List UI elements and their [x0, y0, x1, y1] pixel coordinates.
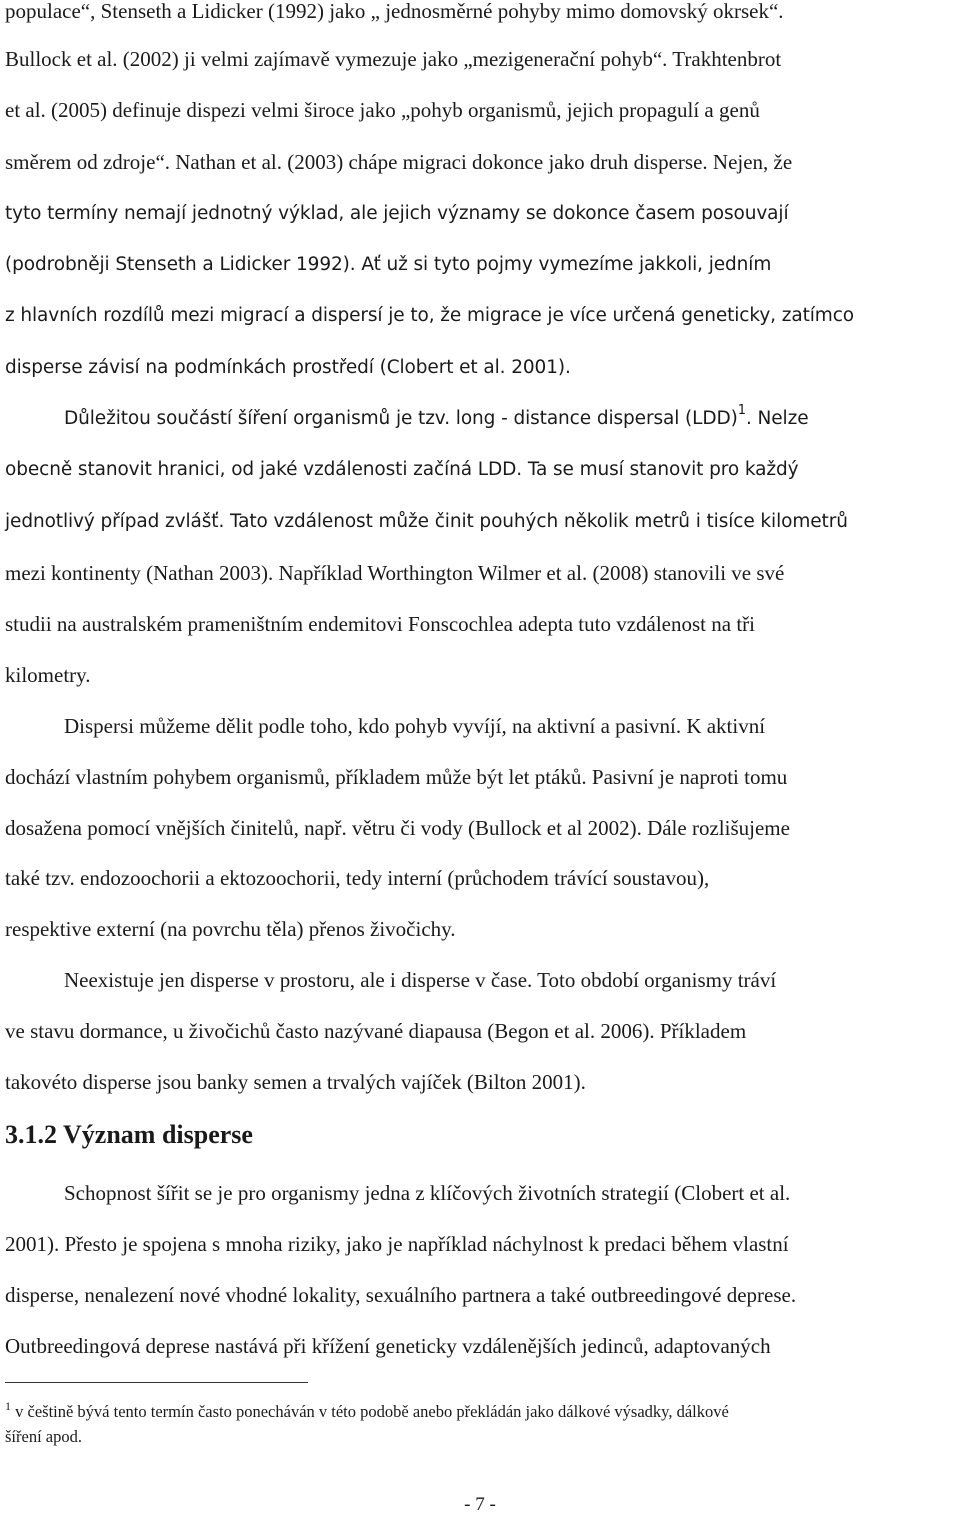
body-line: populace“, Stenseth a Lidicker (1992) jako „ jednosměrné pohyby mimo domovský okrsek“.	[5, 0, 784, 23]
footnote-divider	[5, 1382, 308, 1383]
body-line: kilometry.	[5, 663, 91, 687]
body-line-text: Důležitou součástí šíření organismů je tzv. long - distance dispersal (LDD)	[64, 408, 738, 429]
body-line: Bullock et al. (2002) ji velmi zajímavě vymezuje jako „mezigenerační pohyb“. Trakhtenbrot	[5, 47, 782, 71]
body-line: směrem od zdroje“. Nathan et al. (2003) chápe migraci dokonce jako druh disperse. Nejen, že	[5, 150, 793, 174]
body-line: jednotlivý případ zvlášť. Tato vzdálenost může činit pouhých několik metrů i tisíce kilometrů	[5, 511, 848, 532]
body-line: z hlavních rozdílů mezi migrací a dispersí je to, že migrace je více určená geneticky, zatímco	[5, 305, 854, 326]
body-line: ve stavu dormance, u živočichů často nazývané diapausa (Begon et al. 2006). Příkladem	[5, 1019, 747, 1043]
body-line: Dispersi můžeme dělit podle toho, kdo pohyb vyvíjí, na aktivní a pasivní. K aktivní	[64, 714, 766, 738]
body-line: dochází vlastním pohybem organismů, příkladem může být let ptáků. Pasivní je naproti tomu	[5, 765, 788, 789]
footnote-text: v češtině bývá tento termín často ponecháván v této podobě anebo překládán jako dálkové výsadky, dálkové	[11, 1402, 729, 1421]
body-line: disperse závisí na podmínkách prostředí (Clobert et al. 2001).	[5, 357, 571, 378]
footnote-reference: 1	[737, 403, 746, 418]
section-line: 2001). Přesto je spojena s mnoha riziky, jako je například náchylnost k predaci během vlastní	[5, 1232, 789, 1256]
body-line: tyto termíny nemají jednotný výklad, ale jejich významy se dokonce časem posouvají	[5, 203, 789, 224]
section-heading: 3.1.2 Význam disperse	[5, 1120, 253, 1149]
footnote-line: šíření apod.	[5, 1427, 82, 1446]
section-line: Schopnost šířit se je pro organismy jedna z klíčových životních strategií (Clobert et al.	[64, 1181, 791, 1205]
body-line: (podrobněji Stenseth a Lidicker 1992). Ať už si tyto pojmy vymezíme jakkoli, jedním	[5, 254, 772, 275]
body-line: obecně stanovit hranici, od jaké vzdálenosti začíná LDD. Ta se musí stanovit pro každý	[5, 459, 799, 480]
body-line: takovéto disperse jsou banky semen a trvalých vajíček (Bilton 2001).	[5, 1070, 586, 1094]
body-line: dosažena pomocí vnějších činitelů, např. větru či vody (Bullock et al 2002). Dále rozlišujeme	[5, 816, 790, 840]
body-line: studii na australském prameništním endemitovi Fonscochlea adepta tuto vzdálenost na tři	[5, 612, 755, 636]
body-line: mezi kontinenty (Nathan 2003). Například Worthington Wilmer et al. (2008) stanovili ve své	[5, 561, 785, 585]
footnote-marker: 1	[5, 1399, 11, 1413]
body-line: také tzv. endozoochorii a ektozoochorii, tedy interní (průchodem trávící soustavou),	[5, 866, 710, 890]
body-line: respektive externí (na povrchu těla) přenos živočichy.	[5, 917, 456, 941]
page-number: - 7 -	[464, 1494, 496, 1515]
body-line-text: . Nelze	[745, 408, 809, 429]
body-line-ldd	[64, 403, 955, 432]
section-line: Outbreedingová deprese nastává při křížení geneticky vzdálenějších jedinců, adaptovaných	[5, 1334, 771, 1358]
footnote-line	[5, 1396, 955, 1422]
body-line: Neexistuje jen disperse v prostoru, ale i disperse v čase. Toto období organismy tráví	[64, 968, 777, 992]
body-line: et al. (2005) definuje dispezi velmi široce jako „pohyb organismů, jejich propagulí a genů	[5, 98, 760, 122]
section-line: disperse, nenalezení nové vhodné lokality, sexuálního partnera a také outbreedingové deprese.	[5, 1283, 797, 1307]
